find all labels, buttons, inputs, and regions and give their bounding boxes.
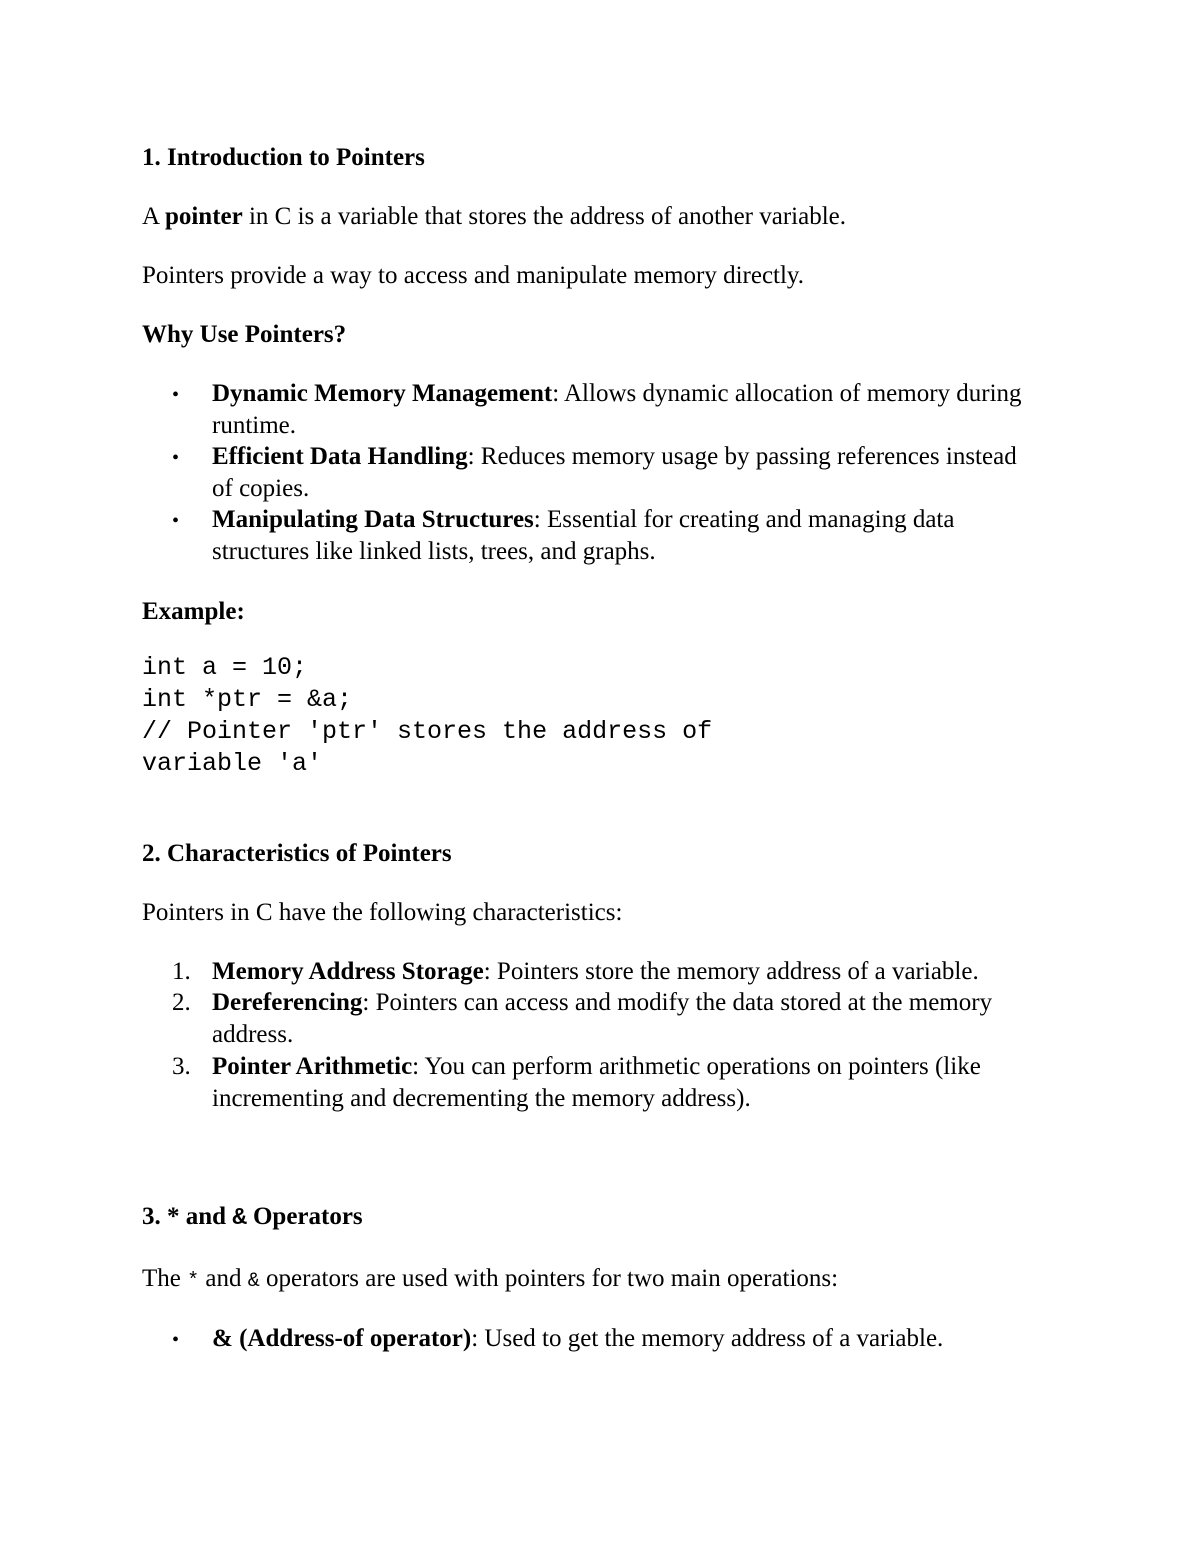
list-item-desc: : Allows dynamic allocation of memory during runtime.: [212, 380, 1022, 439]
list-item-desc: : You can perform arithmetic operations on pointers (like incrementing and decrementing the memory address).: [212, 1053, 981, 1112]
bullet-icon: •: [172, 510, 180, 532]
operators-intro-pre: The: [142, 1265, 188, 1292]
list-item-term: Memory Address Storage: [212, 958, 484, 985]
pointer-definition-post: in C is a variable that stores the address of another variable.: [242, 203, 846, 230]
list-item-term: Pointer Arithmetic: [212, 1053, 413, 1080]
bullet-icon: •: [172, 447, 180, 469]
list-item-term: & (Address-of operator): [212, 1325, 472, 1352]
list-item: [212, 987, 1002, 1051]
pointer-term: pointer: [164, 203, 243, 230]
section-1-heading: 1. Introduction to Pointers: [142, 144, 425, 171]
list-item-term: Efficient Data Handling: [212, 443, 468, 470]
pointer-purpose: Pointers provide a way to access and manipulate memory directly.: [142, 262, 805, 289]
code-line: int a = 10;: [142, 653, 308, 682]
section-2-heading: 2. Characteristics of Pointers: [142, 840, 452, 867]
operators-intro-mid: and: [199, 1265, 248, 1292]
amp-operator: &: [247, 1270, 260, 1293]
code-line: int *ptr = &a;: [142, 685, 353, 714]
section-3-heading-post: Operators: [246, 1203, 363, 1230]
code-line: // Pointer 'ptr' stores the address of: [142, 717, 713, 746]
section-3-heading-pre: 3. * and: [142, 1203, 233, 1230]
list-item: [212, 1051, 1022, 1115]
pointer-definition-pre: A: [142, 203, 165, 230]
list-item-desc: : Pointers store the memory address of a variable.: [483, 958, 979, 985]
code-line: variable 'a': [142, 749, 323, 778]
characteristics-intro: Pointers in C have the following characteristics:: [142, 899, 623, 926]
bullet-icon: •: [172, 384, 180, 406]
list-item-term: Manipulating Data Structures: [212, 506, 534, 533]
list-item: [212, 956, 1082, 988]
section-3-heading-amp: &: [232, 1205, 247, 1232]
list-item: [212, 1323, 1112, 1355]
list-number: 2.: [172, 989, 191, 1016]
list-number: 3.: [172, 1053, 191, 1080]
star-operator: *: [187, 1270, 200, 1293]
list-item: [212, 504, 1042, 568]
bullet-icon: •: [172, 1329, 180, 1351]
list-item-desc: : Essential for creating and managing data structures like linked lists, trees, and graphs.: [212, 506, 955, 565]
list-item-desc: : Reduces memory usage by passing references instead of copies.: [212, 443, 1017, 502]
pointer-definition: [142, 201, 846, 233]
operators-intro: [142, 1263, 838, 1298]
list-item-term: Dynamic Memory Management: [212, 380, 553, 407]
list-number: 1.: [172, 958, 191, 985]
list-item-desc: : Pointers can access and modify the data stored at the memory address.: [212, 989, 993, 1048]
example-heading: Example:: [142, 598, 245, 625]
list-item-desc: : Used to get the memory address of a variable.: [471, 1325, 944, 1352]
section-3-heading: [142, 1201, 363, 1235]
list-item: [212, 378, 1042, 442]
list-item-term: Dereferencing: [212, 989, 363, 1016]
why-use-heading: Why Use Pointers?: [142, 321, 347, 348]
operators-intro-post: operators are used with pointers for two main operations:: [259, 1265, 839, 1292]
list-item: [212, 441, 1022, 505]
